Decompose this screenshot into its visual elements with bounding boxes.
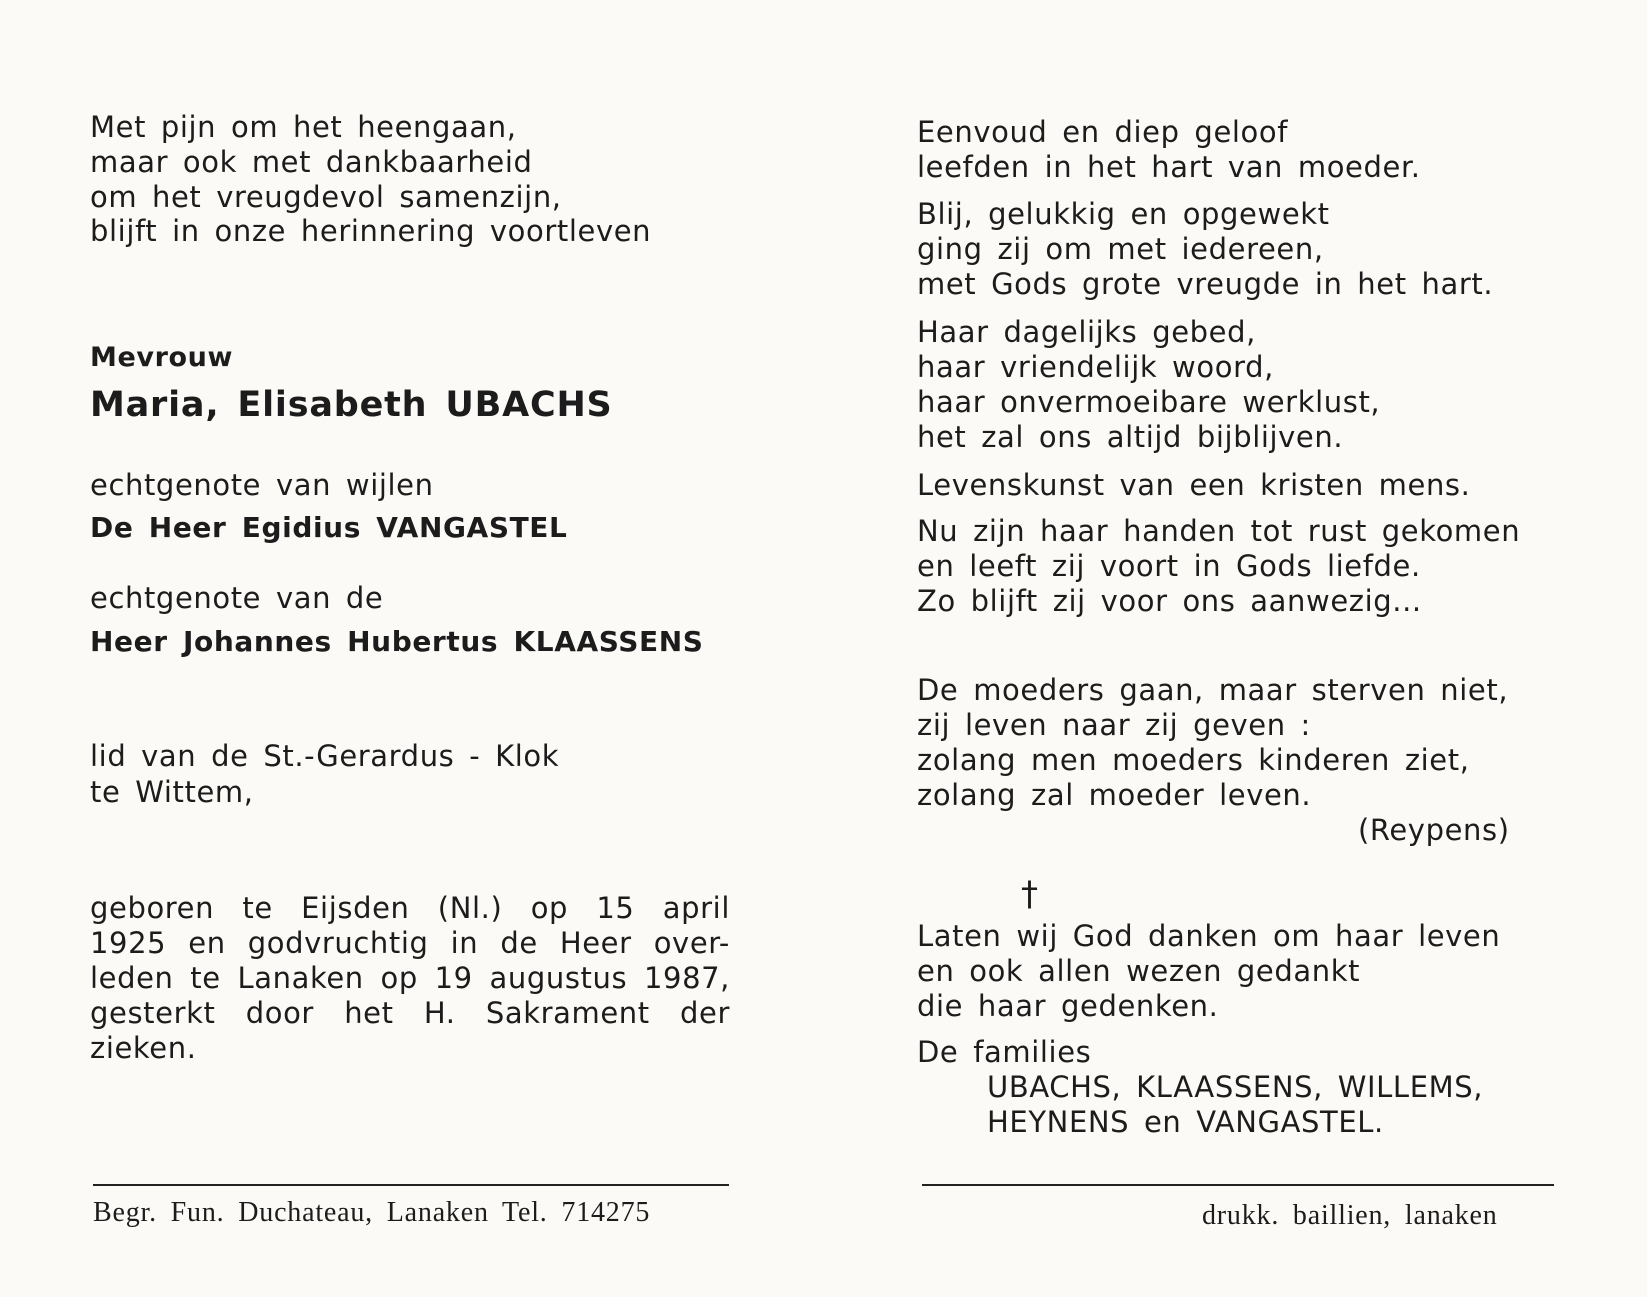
intro-line: om het vreugdevol samenzijn, [90,180,562,214]
thanks-line: Laten wij God danken om haar leven [917,919,1501,953]
biography-line: 1925 en godvruchtig in de Heer over- [90,926,730,960]
verse-line: Zo blijft zij voor ons aanwezig... [917,584,1422,618]
spouse2-name: Heer Johannes Hubertus KLAASSENS [90,625,704,658]
family-names-line: UBACHS, KLAASSENS, WILLEMS, [987,1070,1484,1104]
verse-line: leefden in het hart van moeder. [917,150,1421,184]
verse-line: Eenvoud en diep geloof [917,115,1289,149]
deceased-name: Maria, Elisabeth UBACHS [90,385,613,425]
verse-line: Nu zijn haar handen tot rust gekomen [917,514,1521,548]
poem-line: zij leven naar zij geven : [917,708,1311,742]
intro-line: blijft in onze herinnering voortleven [90,214,652,248]
verse-line: haar vriendelijk woord, [917,350,1274,384]
membership-line: te Wittem, [90,775,254,809]
intro-line: maar ook met dankbaarheid [90,145,533,179]
verse-line: het zal ons altijd bijblijven. [917,420,1344,454]
spouse2-relation: echtgenote van de [90,581,384,615]
cross-icon: † [1021,874,1038,914]
poem-line: De moeders gaan, maar sterven niet, [917,673,1509,707]
poem-line: zolang men moeders kinderen ziet, [917,743,1470,777]
biography-line: gesterkt door het H. Sakrament der [90,996,730,1030]
printer-credit: drukk. baillien, lanaken [1202,1200,1498,1231]
family-names-line: HEYNENS en VANGASTEL. [987,1105,1384,1139]
footer-divider [922,1184,1554,1186]
poem-line: zolang zal moeder leven. [917,778,1312,812]
footer-divider [93,1184,729,1186]
verse-line: haar onvermoeibare werklust, [917,385,1381,419]
verse-line: Haar dagelijks gebed, [917,315,1256,349]
spouse1-name: De Heer Egidius VANGASTEL [90,511,568,544]
poem-author: (Reypens) [1358,813,1510,847]
membership-line: lid van de St.-Gerardus - Klok [90,739,560,773]
verse-line: Levenskunst van een kristen mens. [917,468,1471,502]
verse-line: Blij, gelukkig en opgewekt [917,197,1330,231]
intro-line: Met pijn om het heengaan, [90,110,517,144]
honorific: Mevrouw [90,342,234,373]
biography-line: geboren te Eijsden (Nl.) op 15 april [90,891,730,925]
funeral-home-credit: Begr. Fun. Duchateau, Lanaken Tel. 714275 [93,1197,651,1228]
verse-line: ging zij om met iedereen, [917,232,1324,266]
biography-line: zieken. [90,1031,197,1065]
verse-line: en leeft zij voort in Gods liefde. [917,549,1421,583]
biography-line: leden te Lanaken op 19 augustus 1987, [90,961,730,995]
families-label: De families [917,1035,1092,1069]
thanks-line: die haar gedenken. [917,989,1219,1023]
thanks-line: en ook allen wezen gedankt [917,954,1361,988]
verse-line: met Gods grote vreugde in het hart. [917,267,1494,301]
spouse1-relation: echtgenote van wijlen [90,468,434,502]
